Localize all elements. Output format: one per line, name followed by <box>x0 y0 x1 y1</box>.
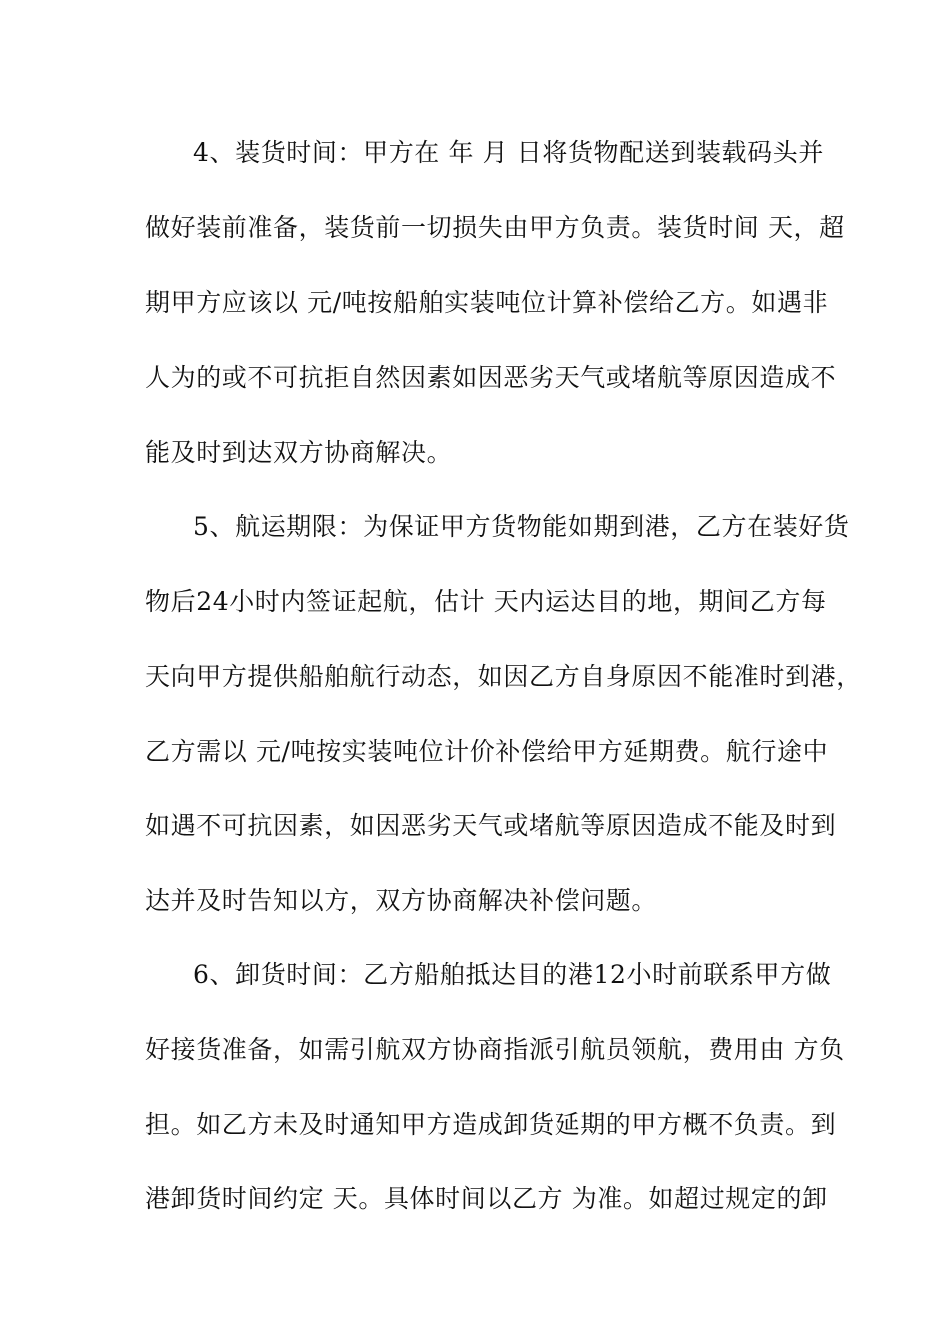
clause-5-line-1: 5、航运期限：为保证甲方货物能如期到港，乙方在装好货 <box>193 512 850 541</box>
clause-5-line-5: 如遇不可抗因素，如因恶劣天气或堵航等原因造成不能及时到 <box>145 811 837 840</box>
clause-4-line-4: 人为的或不可抗拒自然因素如因恶劣天气或堵航等原因造成不 <box>145 363 837 392</box>
clause-5-line-2: 物后24小时内签证起航，估计 天内运达目的地，期间乙方每 <box>145 587 827 616</box>
clause-6-line-4: 港卸货时间约定 天。具体时间以乙方 为准。如超过规定的卸 <box>145 1184 828 1213</box>
clause-5-line-3: 天向甲方提供船舶航行动态，如因乙方自身原因不能准时到港， <box>145 662 862 691</box>
clause-4-line-5: 能及时到达双方协商解决。 <box>145 438 453 467</box>
clause-6-line-1: 6、卸货时间：乙方船舶抵达目的港12小时前联系甲方做 <box>193 960 832 989</box>
clause-4-line-2: 做好装前准备，装货前一切损失由甲方负责。装货时间 天，超 <box>145 213 845 242</box>
clause-5-line-6: 达并及时告知以方，双方协商解决补偿问题。 <box>145 886 658 915</box>
clause-5-line-4: 乙方需以 元/吨按实装吨位计价补偿给甲方延期费。航行途中 <box>145 737 829 766</box>
clause-4-line-1: 4、装货时间：甲方在 年 月 日将货物配送到装载码头并 <box>193 138 824 167</box>
clause-6-line-2: 好接货准备，如需引航双方协商指派引航员领航，费用由 方负 <box>145 1035 845 1064</box>
clause-6-line-3: 担。如乙方未及时通知甲方造成卸货延期的甲方概不负责。到 <box>145 1110 837 1139</box>
clause-4-line-3: 期甲方应该以 元/吨按船舶实装吨位计算补偿给乙方。如遇非 <box>145 288 829 317</box>
